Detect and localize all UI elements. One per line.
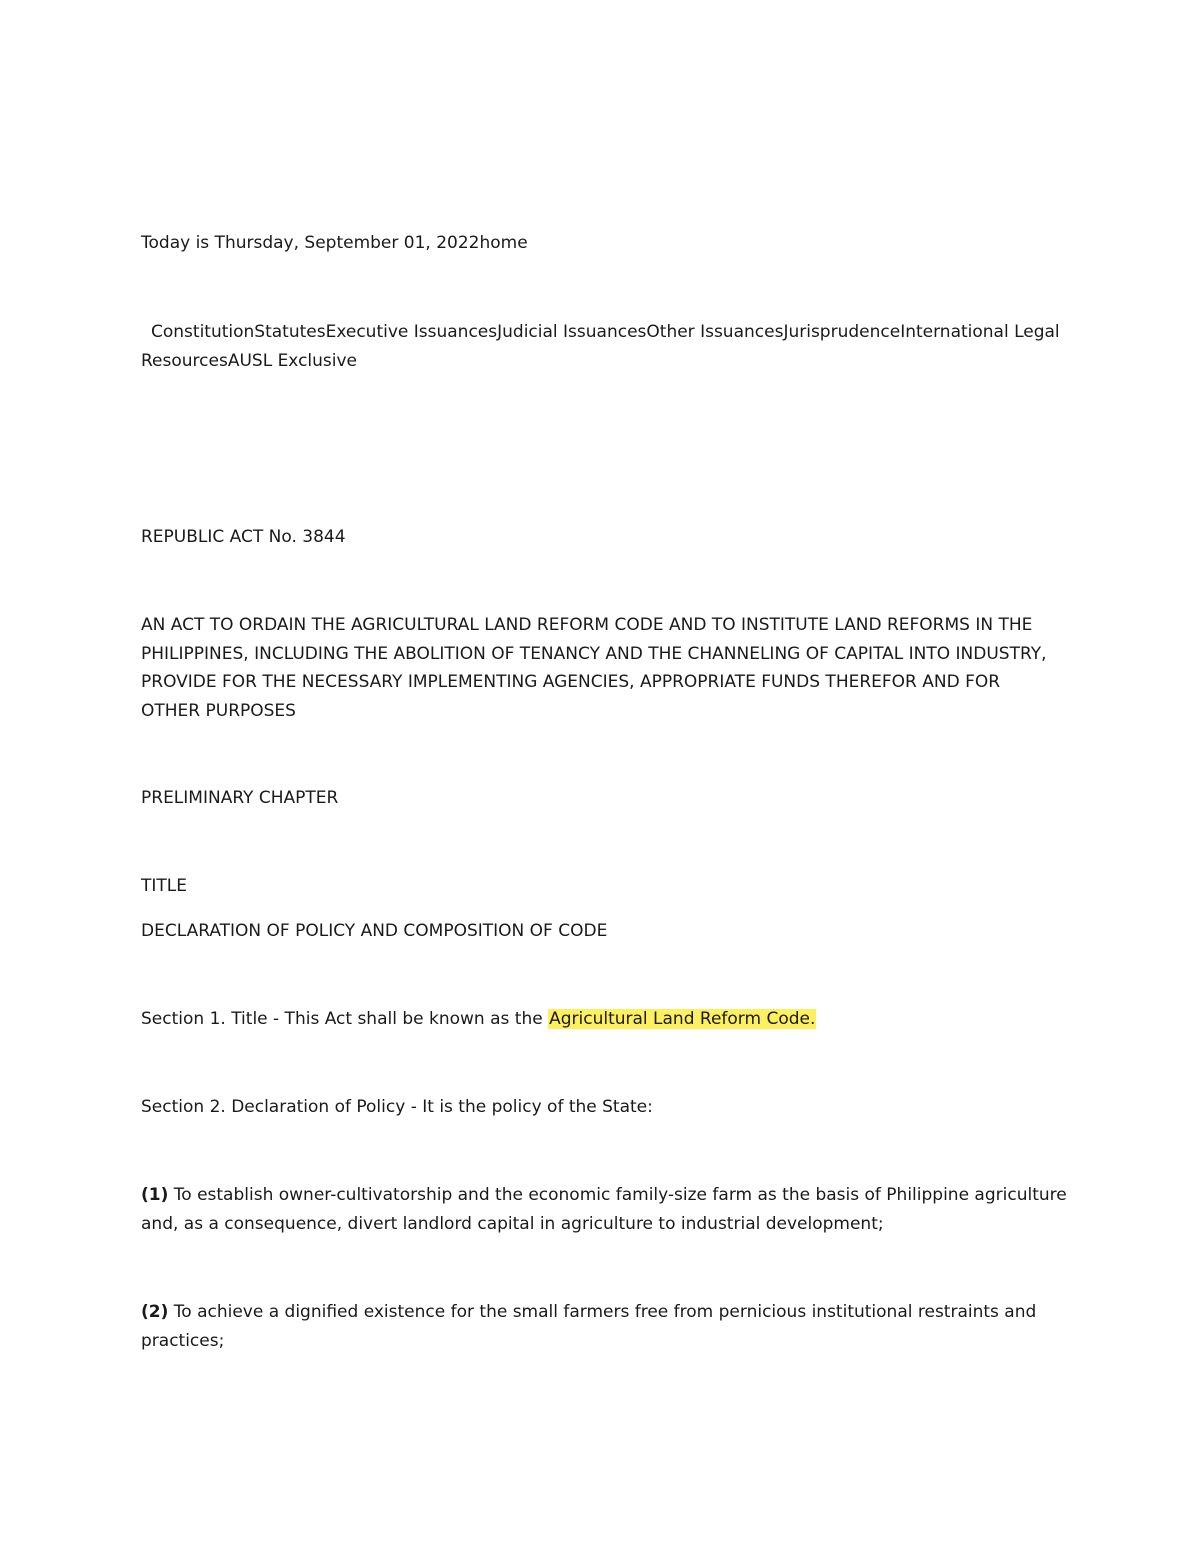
nav-item-executive-issuances[interactable]: Executive Issuances: [325, 322, 498, 342]
policy-item-1-number: (1): [141, 1185, 169, 1205]
nav-item-ausl-exclusive[interactable]: AUSL Exclusive: [227, 350, 358, 371]
act-title: AN ACT TO ORDAIN THE AGRICULTURAL LAND REFORM CODE AND TO INSTITUTE LAND REFORMS IN THE PHILIPPINES, INCLUDING THE ABOLITION OF TENANCY AND THE CHANNELING OF CAPITAL INTO INDUSTRY, PROVIDE FOR THE NECESSARY IMPLEMENTING AGENCIES, APPROPRIATE FUNDS THEREFOR AND FOR OTHER PURPOSES: [141, 615, 1047, 721]
title-heading: DECLARATION OF POLICY AND COMPOSITION OF CODE: [141, 921, 608, 941]
nav-item-statutes[interactable]: Statutes: [254, 322, 326, 342]
date-text: Today is Thursday, September 01, 2022: [141, 233, 480, 253]
section-1-text: Section 1. Title - This Act shall be known as the: [141, 1009, 549, 1029]
policy-item-2-number: (2): [141, 1302, 169, 1322]
policy-item-1-text: To establish owner-cultivatorship and the economic family-size farm as the basis of Philippine agriculture and, as a consequence, divert landlord capital in agriculture to industrial development;: [141, 1185, 1067, 1234]
section-2: Section 2. Declaration of Policy - It is the policy of the State:: [141, 1097, 653, 1117]
act-number: REPUBLIC ACT No. 3844: [141, 527, 346, 547]
section-1-highlight: Agricultural Land Reform Code.: [549, 1009, 816, 1029]
date-line: [141, 229, 1071, 258]
policy-item-1: [141, 1181, 1071, 1238]
nav-menu: [141, 318, 1071, 375]
nav-item-international-legal-resources[interactable]: International Legal Resources: [141, 322, 1060, 371]
section-1: [141, 1005, 1071, 1034]
chapter-heading: PRELIMINARY CHAPTER: [141, 788, 339, 808]
nav-item-jurisprudence[interactable]: Jurisprudence: [783, 322, 901, 342]
nav-item-judicial-issuances[interactable]: Judicial Issuances: [497, 322, 647, 342]
policy-item-2: [141, 1298, 1071, 1355]
home-link[interactable]: home: [479, 233, 528, 253]
nav-item-constitution[interactable]: Constitution: [151, 322, 255, 342]
policy-item-2-text: To achieve a dignified existence for the small farmers free from pernicious institutional restraints and practices;: [141, 1302, 1037, 1351]
nav-item-other-issuances[interactable]: Other Issuances: [646, 322, 784, 342]
title-label: TITLE: [141, 876, 187, 896]
